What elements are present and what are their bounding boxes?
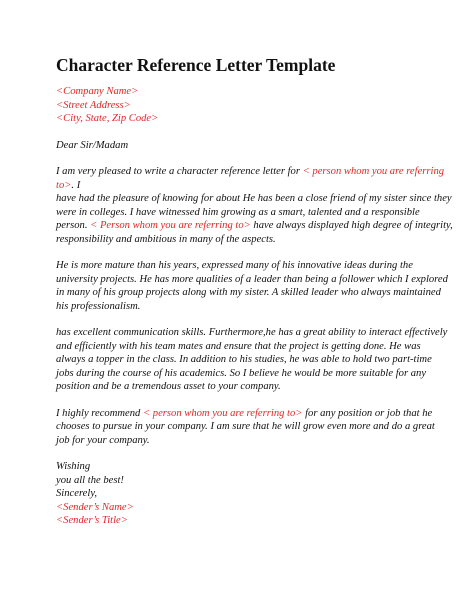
- paragraph-line: have had the pleasure of knowing for about He has been a close friend of my sister since they: [56, 193, 452, 204]
- paragraph-line: position and be a tremendous asset to your company.: [56, 381, 281, 392]
- paragraph-recommendation: [56, 407, 435, 448]
- closing-line: Sincerely,: [56, 488, 98, 499]
- text-run: I highly recommend: [56, 407, 143, 419]
- paragraph-maturity: [56, 259, 448, 313]
- person-placeholder: < person whom you are referring: [302, 166, 445, 177]
- paragraph-line: [56, 165, 445, 179]
- text-run: . I: [71, 179, 81, 191]
- street-address-placeholder: <Street Address>: [56, 99, 131, 111]
- paragraph-line: responsibility and ambitious in many of the aspects.: [56, 233, 276, 245]
- recipient-address: [56, 85, 428, 126]
- paragraph-line: chooses to pursue in your company. I am sure that he will grow even more and do a great: [56, 421, 435, 432]
- sender-title-placeholder: <Sender’s Title>: [56, 515, 128, 526]
- text-run: person.: [56, 220, 91, 231]
- person-placeholder: < person whom you are referring to>: [142, 407, 303, 419]
- text-run: I am very pleased to write a character reference letter for: [56, 166, 303, 177]
- paragraph-line: university projects. He has more qualities of a leader than being a follower which I explored: [56, 273, 448, 285]
- person-placeholder: < Person whom you are referring to>: [90, 220, 251, 231]
- paragraph-line: [56, 219, 453, 233]
- city-state-zip-placeholder: <City, State, Zip Code>: [56, 113, 159, 124]
- paragraph-line: He is more mature than his years, expressed many of his innovative ideas during the: [56, 260, 413, 271]
- paragraph-line: [56, 179, 428, 193]
- paragraph-introduction: [56, 165, 453, 246]
- company-name-placeholder: <Company Name>: [56, 86, 139, 97]
- paragraph-line: always a topper in the class. In addition to his studies, he was able to hold two part-time: [56, 354, 432, 365]
- paragraph-line: jobs during the course of his academics. So I believe he would be more suitable for any: [56, 367, 427, 379]
- closing-line: Wishing: [56, 461, 91, 472]
- person-placeholder: to>: [56, 179, 72, 191]
- paragraph-line: and efficiently with his team mates and ensure that the project is getting done. He was: [56, 340, 421, 352]
- letter-content: [56, 54, 453, 528]
- closing-line: you all the best!: [56, 474, 124, 486]
- paragraph-line: his professionalism.: [56, 300, 141, 312]
- paragraph-skills: [56, 326, 448, 394]
- salutation: Dear Sir/Madam: [56, 139, 129, 151]
- text-run: for any position or job that he: [302, 407, 433, 419]
- text-run: have always displayed high degree of integrity,: [250, 220, 453, 231]
- paragraph-line: job for your company.: [56, 434, 150, 446]
- sender-name-placeholder: <Sender’s Name>: [56, 501, 134, 513]
- document-title: Character Reference Letter Template: [56, 55, 336, 75]
- closing-block: [56, 460, 428, 528]
- paragraph-line: has excellent communication skills. Furthermore,he has a great ability to interact effectively: [56, 327, 448, 338]
- paragraph-line: [56, 407, 433, 421]
- paragraph-line: in many of his group projects along with my sister. A skilled leader who always maintained: [56, 287, 441, 298]
- paragraph-line: were in colleges. I have witnessed him growing as a smart, talented and a responsible: [56, 206, 420, 218]
